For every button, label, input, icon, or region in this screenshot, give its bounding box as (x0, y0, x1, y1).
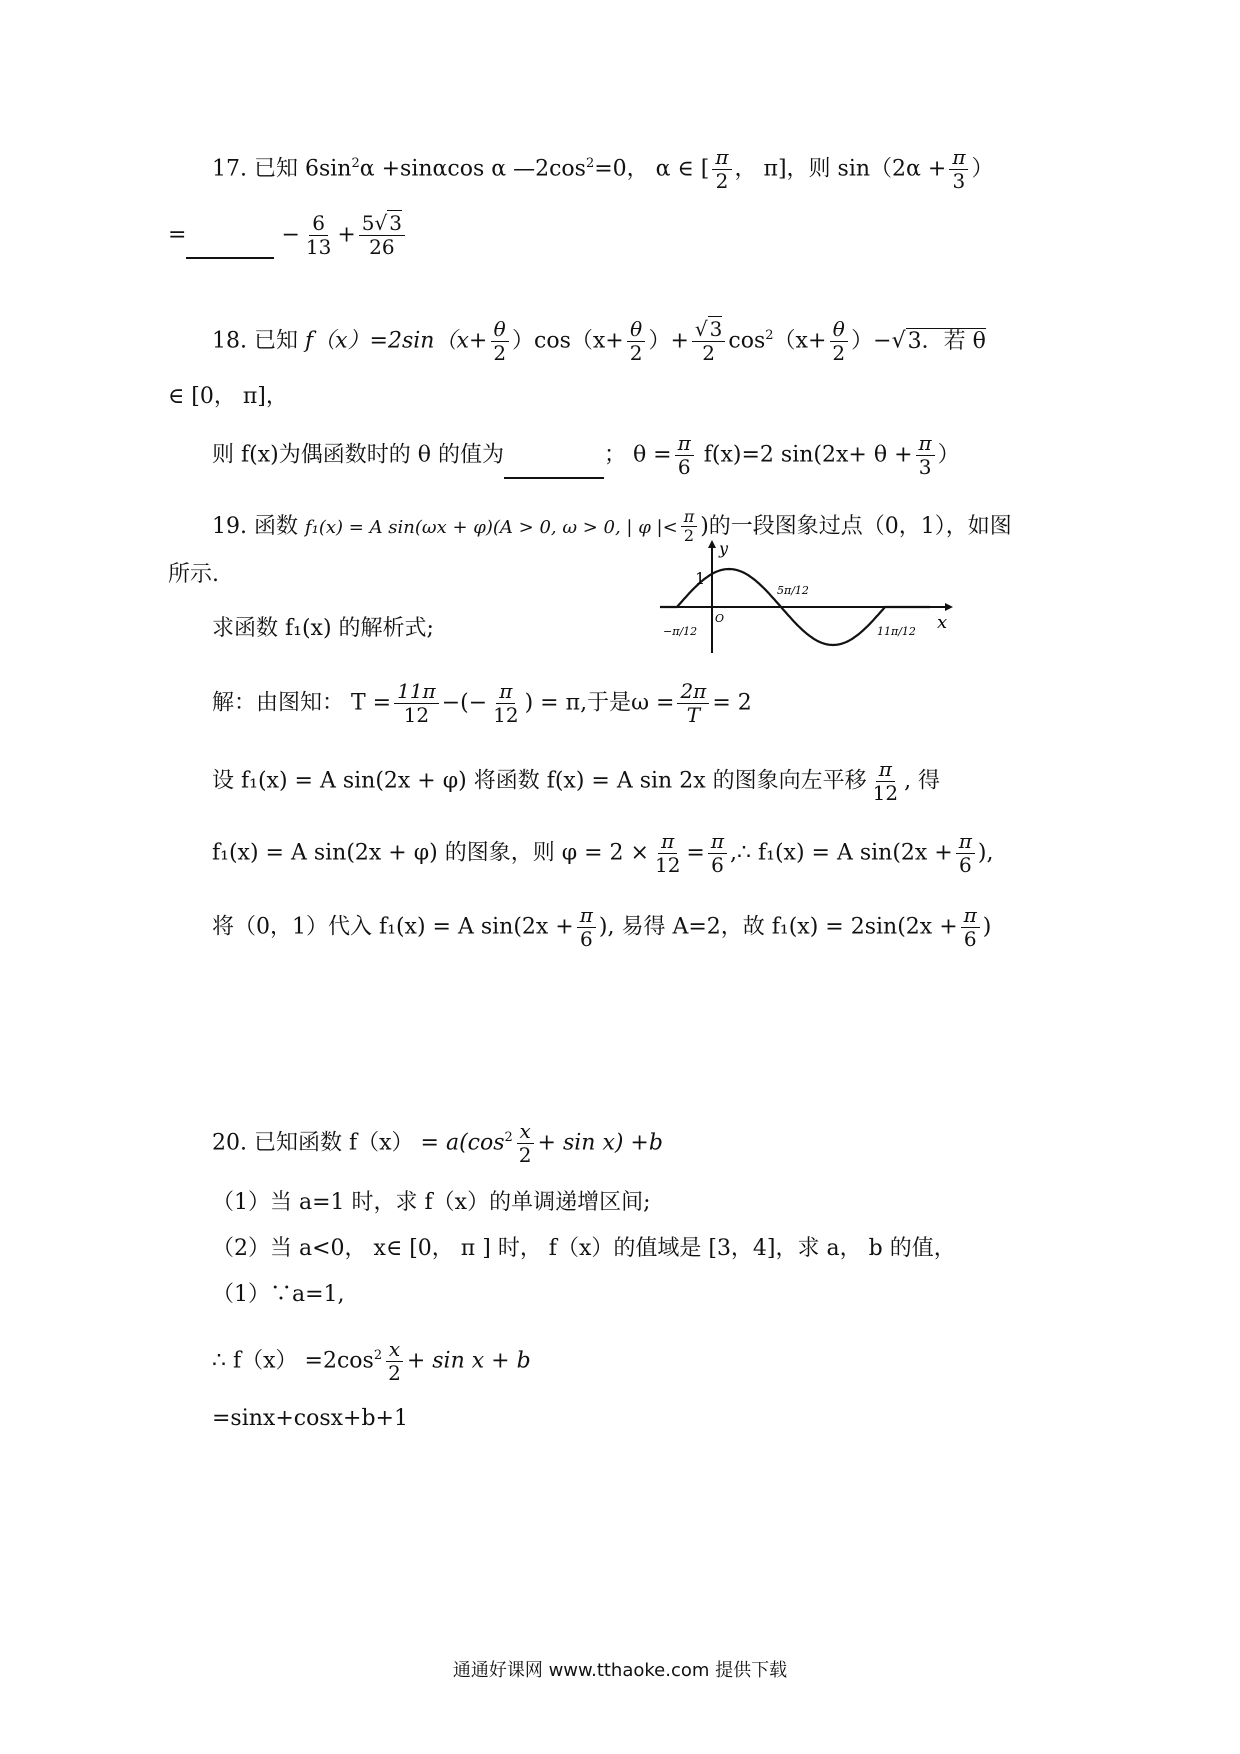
q17-end: ） (971, 156, 994, 182)
q18-line3c: f(x)=2 sin(2x+ θ + (703, 442, 913, 468)
tick-one: 1 (695, 569, 706, 588)
q18-line1: 18. 已知 f（x）=2sin（x+ $\frac{\theta}{2}$ ）cos（x+ $\frac{\theta}{2}$ ）+ $\frac{√ 3}{2}$ $\cos^2(x+$ $\frac{\theta}{2}$ ）−√3．若 θ (212, 317, 986, 365)
x-axis-arrow (945, 603, 953, 611)
y-axis-arrow (708, 540, 716, 548)
q18-lead: 18. 已知 (212, 328, 298, 354)
q19-sol1c: ) = π,于是ω = (524, 690, 675, 716)
tick-mid: 5π/12 (777, 584, 809, 597)
q17-ans-plus: + (337, 222, 356, 248)
q17-lead: 17. 已知 6sin (212, 156, 352, 182)
q19-sol2b: , 得 (904, 768, 941, 794)
q20-s2a: ∴ f（x） =2cos (212, 1348, 374, 1374)
q20-s2 (212, 1338, 531, 1385)
q20-frac-x-2b: $\frac{x}{2}$ (385, 1338, 404, 1385)
q19-frac-pi-2: $\frac{\pi}{2}$ (681, 508, 698, 546)
q20-p2: （2）当 a<0， x∈ [0， π ] 时， f（x）的值域是 [3，4]，求 a， b 的值， (212, 1236, 956, 1261)
q19-sol2 (212, 758, 940, 805)
q20-line1 (212, 1120, 663, 1167)
q19-line2: 所示. (168, 562, 219, 587)
tick-left: −π/12 (663, 625, 698, 638)
q19-sol4 (212, 904, 991, 951)
q20-s3: =sinx+cosx+b+1 (212, 1406, 408, 1431)
q18-line2: ∈ [0， π]， (168, 384, 288, 409)
q19-frac-2pi-T: $\frac{2\pi}{T}$ (677, 680, 709, 727)
q17-sup1: 2 (351, 156, 360, 172)
q19-frac-11pi-12: $\frac{11\pi}{12}$ (394, 680, 439, 727)
q19-sol3a: f₁(x) = A sin(2x + φ) 的图象，则 φ = 2 × (212, 840, 649, 866)
x-axis-label: x (937, 612, 948, 633)
q18-cos2: cos (728, 328, 766, 354)
q18-frac-theta-2: $\frac{\theta}{2}$ (627, 318, 646, 365)
q20-s2b: + sin x + b (406, 1348, 531, 1374)
q18-answer-blank[interactable] (504, 476, 604, 479)
q20-p1: （1）当 a=1 时，求 f（x）的单调递增区间; (212, 1190, 651, 1215)
q18-close: ）+ (648, 328, 689, 354)
q19-frac-pi-12a: $\frac{\pi}{12}$ (493, 679, 519, 727)
q18-f: f（x）=2sin（x+ (304, 328, 488, 354)
q19-frac-pi-12b: $\frac{\pi}{12}$ (872, 757, 899, 805)
q20-lead: 20. 已知函数 f（x） = (212, 1130, 439, 1156)
q18-frac-theta-3: $\frac{\theta}{2}$ (829, 318, 848, 365)
q19-frac-pi-6b: $\frac{\pi}{6}$ (956, 830, 975, 877)
q19-sol1b: −(− (441, 690, 488, 716)
q18-frac-theta-1: $\frac{\theta}{2}$ (490, 318, 509, 365)
q17-mid2: =0， α ∈ [ (594, 156, 710, 182)
q19-sol1d: = 2 (712, 690, 752, 716)
q19-ask: 求函数 f₁(x) 的解析式; (212, 616, 434, 641)
q18-tail: ）− (851, 328, 892, 354)
q17-answer-blank[interactable] (186, 256, 274, 259)
q20-sup: 2 (504, 1130, 513, 1146)
q18-line3b: ； θ = (603, 442, 672, 468)
q19-formula-end: )的一段图象过点（0，1），如图 (700, 513, 1012, 539)
q19-sol3b: = (686, 840, 705, 866)
page-footer: 通通好课网 www.tthaoke.com 提供下载 (452, 1660, 788, 1681)
q19-frac-pi-12c: $\frac{\pi}{12}$ (654, 829, 681, 877)
q17-ans-frac1: $\frac{6}{13}$ (305, 211, 332, 259)
q17-mid1: α +sinαcos α —2cos (359, 156, 586, 182)
q17-line1 (212, 146, 994, 193)
tick-right: 11π/12 (877, 625, 916, 638)
q18-sup: 2 (765, 328, 774, 344)
q19-sol1 (212, 680, 752, 727)
q18-cosx: ）cos（x+ (512, 328, 624, 354)
q17-sup2: 2 (585, 156, 595, 172)
q19-frac-pi-6a: $\frac{\pi}{6}$ (708, 830, 727, 877)
q17-ans-frac2: $\frac{5√ 3}{26}$ (359, 212, 405, 259)
q18-frac-sqrt3-2: $\frac{√ 3}{2}$ (692, 318, 725, 365)
q19-sol3c: ,∴ f₁(x) = A sin(2x + (730, 840, 953, 866)
q19-lead: 19. 函数 (212, 513, 298, 539)
q18-tail2: 3．若 θ (907, 328, 986, 354)
y-axis-label: y (719, 539, 729, 558)
q19-sol2a: 设 f₁(x) = A sin(2x + φ) 将函数 f(x) = A sin 2x 的图象向左平移 (212, 768, 867, 794)
q20-expr-a: a(cos (445, 1130, 505, 1156)
q17-line2 (168, 212, 408, 259)
q20-frac-x-2a: $\frac{x}{2}$ (516, 1120, 535, 1167)
q18-line3d: ） (937, 442, 960, 468)
q19-sol1a: 解：由图知： T = (212, 690, 392, 716)
q19-formula: f₁(x) = A sin(ωx + φ)(A > 0, ω > 0, | φ |< (304, 516, 678, 538)
q17-mid3: ， π]，则 sin（2α + (734, 156, 947, 182)
q17-frac-pi-2: $\frac{\pi}{2}$ (712, 146, 731, 193)
sine-graph (655, 538, 955, 658)
q18-frac-pi-3: $\frac{\pi}{3}$ (916, 432, 935, 479)
q17-frac-pi-3: $\frac{\pi}{3}$ (949, 146, 968, 193)
q19-sol4c: ) (982, 914, 992, 940)
q20-s1: （1）∵a=1, (212, 1282, 345, 1307)
origin-label: O (715, 612, 725, 625)
q20-s2-sup: 2 (373, 1348, 383, 1364)
q19-sol4a: 将（0，1）代入 f₁(x) = A sin(2x + (212, 914, 574, 940)
q19-sol3 (212, 830, 993, 877)
q18-cos2x: （x+ (773, 328, 827, 354)
q18-line3a: 则 f(x)为偶函数时的 θ 的值为 (212, 442, 504, 468)
q17-eq: = (168, 222, 187, 248)
q19-sol4b: ), 易得 A=2，故 f₁(x) = 2sin(2x + (598, 914, 958, 940)
q19-frac-pi-6d: $\frac{\pi}{6}$ (961, 904, 980, 951)
q19-frac-pi-6c: $\frac{\pi}{6}$ (577, 904, 596, 951)
q19-sol3d: ), (977, 840, 994, 866)
q18-line3 (212, 432, 960, 479)
q18-frac-pi-6: $\frac{\pi}{6}$ (675, 432, 694, 479)
q17-ans-minus: − (281, 222, 300, 248)
q20-expr-b: + sin x) +b (537, 1130, 663, 1156)
